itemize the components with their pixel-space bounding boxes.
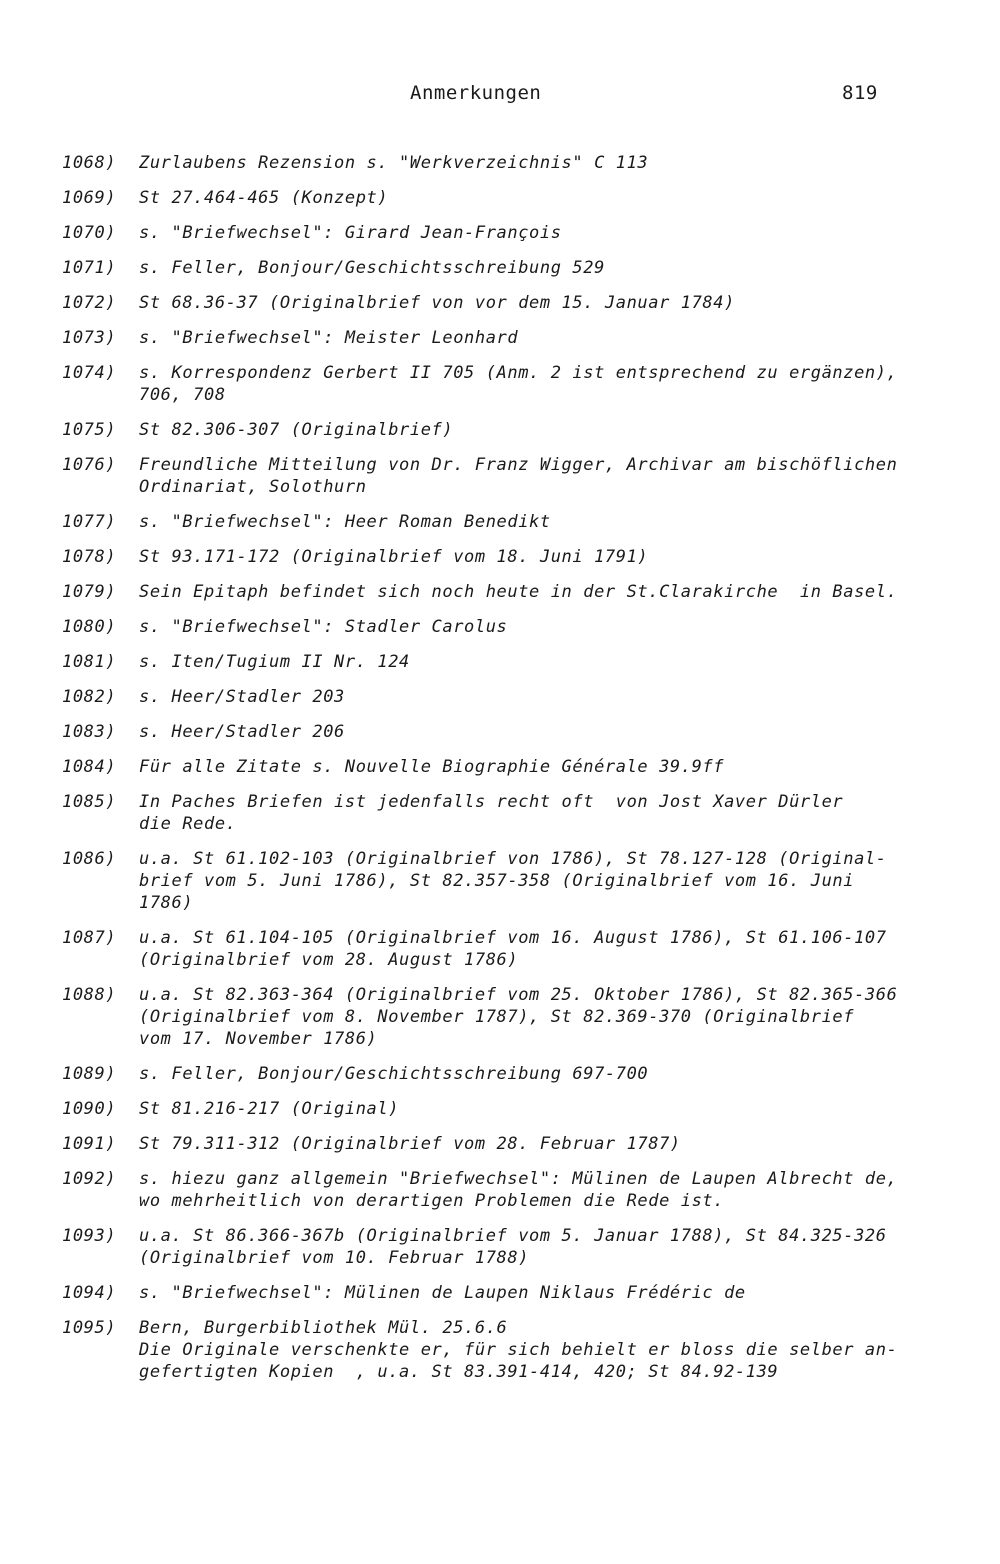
note-number: 1090) (62, 1099, 117, 1119)
note-line: s. "Briefwechsel": Heer Roman Benedikt (139, 512, 551, 532)
note-number: 1077) (62, 512, 117, 532)
note-line: wo mehrheitlich von derartigen Problemen die Rede ist. (139, 1191, 725, 1211)
note-number: 1092) (62, 1169, 117, 1189)
page-title: Anmerkungen (410, 82, 542, 104)
note-number: 1072) (62, 293, 117, 313)
note-text (139, 686, 942, 708)
note-line: s. "Briefwechsel": Mülinen de Laupen Niklaus Frédéric de (139, 1283, 746, 1303)
note-entry (62, 616, 942, 638)
note-entry (62, 984, 942, 1050)
note-number: 1078) (62, 547, 117, 567)
note-text (139, 454, 942, 498)
note-entry (62, 581, 942, 603)
note-line: Freundliche Mitteilung von Dr. Franz Wigger, Archivar am bischöflichen (139, 455, 898, 475)
note-text (139, 222, 942, 244)
note-number: 1082) (62, 687, 117, 707)
note-line: (Originalbrief vom 10. Februar 1788) (139, 1248, 530, 1268)
note-entry (62, 848, 942, 914)
note-number: 1089) (62, 1064, 117, 1084)
note-entry (62, 721, 942, 743)
note-entry (62, 257, 942, 279)
note-number: 1088) (62, 985, 117, 1005)
note-text (139, 756, 942, 778)
note-entry (62, 1063, 942, 1085)
note-text (139, 1168, 942, 1212)
note-line: Für alle Zitate s. Nouvelle Biographie Générale 39.9ff (139, 757, 725, 777)
note-text (139, 1225, 942, 1269)
note-text (139, 651, 942, 673)
note-line: u.a. St 61.102-103 (Originalbrief von 1786), St 78.127-128 (Original- (139, 849, 887, 869)
note-line: In Paches Briefen ist jedenfalls recht oft von Jost Xaver Dürler (139, 792, 844, 812)
note-entry (62, 511, 942, 533)
note-line: (Originalbrief vom 28. August 1786) (139, 950, 519, 970)
note-number: 1093) (62, 1226, 117, 1246)
note-line: u.a. St 61.104-105 (Originalbrief vom 16. August 1786), St 61.106-107 (139, 928, 887, 948)
note-line: die Rede. (139, 814, 237, 834)
note-text (139, 721, 942, 743)
note-line: vom 17. November 1786) (139, 1029, 378, 1049)
note-entry (62, 1317, 942, 1383)
note-line: s. Feller, Bonjour/Geschichtsschreibung 529 (139, 258, 605, 278)
note-entry (62, 546, 942, 568)
note-line: Zurlaubens Rezension s. "Werkverzeichnis" C 113 (139, 153, 649, 173)
note-line: s. Heer/Stadler 203 (139, 687, 345, 707)
note-line: St 27.464-465 (Konzept) (139, 188, 389, 208)
note-line: gefertigten Kopien , u.a. St 83.391-414, 420; St 84.92-139 (139, 1362, 779, 1382)
note-number: 1086) (62, 849, 117, 869)
note-text (139, 511, 942, 533)
note-text (139, 616, 942, 638)
note-number: 1070) (62, 223, 117, 243)
note-text (139, 1317, 942, 1383)
note-number: 1081) (62, 652, 117, 672)
note-text (139, 927, 942, 971)
note-number: 1071) (62, 258, 117, 278)
note-entry (62, 152, 942, 174)
note-number: 1075) (62, 420, 117, 440)
note-text (139, 152, 942, 174)
note-number: 1087) (62, 928, 117, 948)
note-line: s. "Briefwechsel": Stadler Carolus (139, 617, 508, 637)
note-text (139, 848, 942, 914)
page-header (0, 82, 1000, 112)
note-line: s. "Briefwechsel": Girard Jean-François (139, 223, 562, 243)
note-text (139, 1133, 942, 1155)
note-entry (62, 686, 942, 708)
note-line: u.a. St 86.366-367b (Originalbrief vom 5. Januar 1788), St 84.325-326 (139, 1226, 887, 1246)
note-text (139, 327, 942, 349)
note-number: 1094) (62, 1283, 117, 1303)
note-number: 1085) (62, 792, 117, 812)
note-line: s. Korrespondenz Gerbert II 705 (Anm. 2 ist entsprechend zu ergänzen), (139, 363, 898, 383)
note-line: (Originalbrief vom 8. November 1787), St 82.369-370 (Originalbrief (139, 1007, 855, 1027)
note-entry (62, 419, 942, 441)
note-text (139, 187, 942, 209)
notes-list (62, 152, 942, 1396)
note-entry (62, 1133, 942, 1155)
note-line: Sein Epitaph befindet sich noch heute in der St.Clarakirche in Basel. (139, 582, 898, 602)
note-entry (62, 1225, 942, 1269)
note-entry (62, 1098, 942, 1120)
note-line: St 81.216-217 (Original) (139, 1099, 400, 1119)
note-entry (62, 222, 942, 244)
note-entry (62, 454, 942, 498)
note-text (139, 292, 942, 314)
note-entry (62, 651, 942, 673)
note-text (139, 581, 942, 603)
note-number: 1076) (62, 455, 117, 475)
note-line: s. Heer/Stadler 206 (139, 722, 345, 742)
note-line: Ordinariat, Solothurn (139, 477, 367, 497)
note-text (139, 1098, 942, 1120)
page-number: 819 (842, 82, 878, 104)
note-text (139, 791, 942, 835)
note-number: 1083) (62, 722, 117, 742)
note-number: 1068) (62, 153, 117, 173)
note-text (139, 362, 942, 406)
note-text (139, 257, 942, 279)
note-number: 1069) (62, 188, 117, 208)
note-number: 1079) (62, 582, 117, 602)
note-entry (62, 187, 942, 209)
note-entry (62, 791, 942, 835)
note-number: 1080) (62, 617, 117, 637)
note-line: s. hiezu ganz allgemein "Briefwechsel": Mülinen de Laupen Albrecht de, (139, 1169, 898, 1189)
note-entry (62, 927, 942, 971)
note-line: 706, 708 (139, 385, 226, 405)
note-line: s. Feller, Bonjour/Geschichtsschreibung 697-700 (139, 1064, 649, 1084)
note-line: St 82.306-307 (Originalbrief) (139, 420, 454, 440)
note-line: St 68.36-37 (Originalbrief von vor dem 15. Januar 1784) (139, 293, 735, 313)
note-number: 1095) (62, 1318, 117, 1338)
note-line: Die Originale verschenkte er, für sich behielt er bloss die selber an- (139, 1340, 898, 1360)
note-number: 1074) (62, 363, 117, 383)
note-text (139, 1063, 942, 1085)
note-text (139, 1282, 942, 1304)
note-line: s. "Briefwechsel": Meister Leonhard (139, 328, 519, 348)
note-text (139, 984, 942, 1050)
note-line: 1786) (139, 893, 194, 913)
note-entry (62, 362, 942, 406)
note-number: 1073) (62, 328, 117, 348)
note-text (139, 546, 942, 568)
note-entry (62, 327, 942, 349)
note-line: brief vom 5. Juni 1786), St 82.357-358 (Originalbrief vom 16. Juni (139, 871, 855, 891)
note-text (139, 419, 942, 441)
note-entry (62, 1282, 942, 1304)
note-entry (62, 756, 942, 778)
note-number: 1091) (62, 1134, 117, 1154)
note-line: St 79.311-312 (Originalbrief vom 28. Februar 1787) (139, 1134, 681, 1154)
note-entry (62, 292, 942, 314)
note-line: u.a. St 82.363-364 (Originalbrief vom 25. Oktober 1786), St 82.365-366 (139, 985, 898, 1005)
note-line: St 93.171-172 (Originalbrief vom 18. Juni 1791) (139, 547, 649, 567)
note-line: s. Iten/Tugium II Nr. 124 (139, 652, 410, 672)
note-entry (62, 1168, 942, 1212)
note-number: 1084) (62, 757, 117, 777)
note-line: Bern, Burgerbibliothek Mül. 25.6.6 (139, 1318, 508, 1338)
